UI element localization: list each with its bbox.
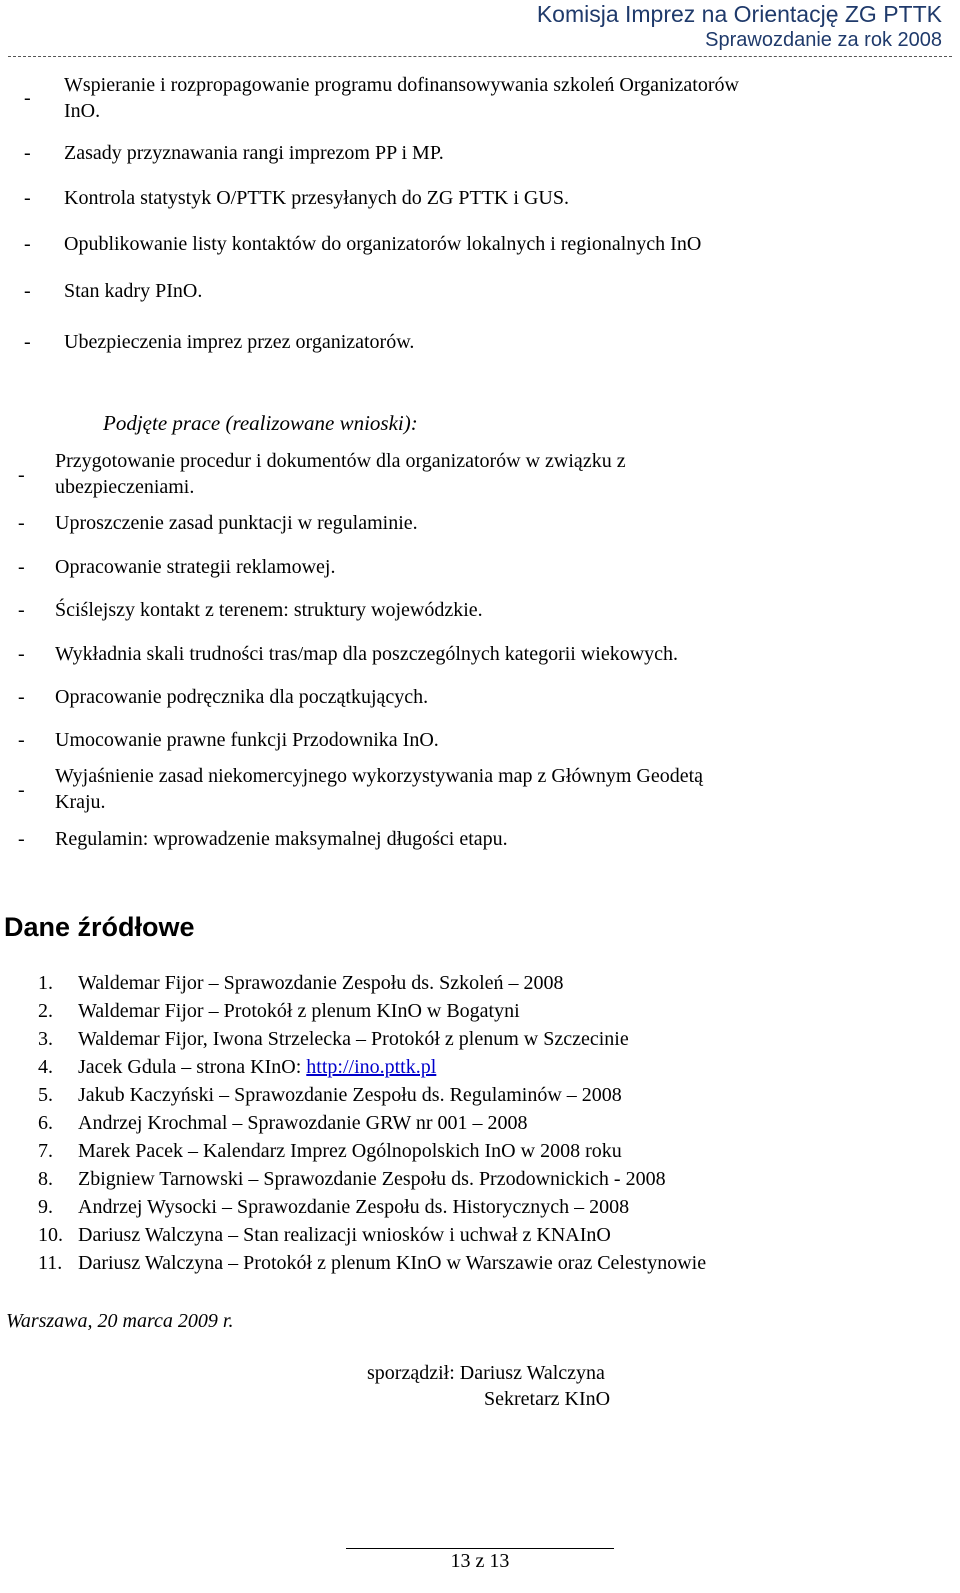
page-number: 13 z 13 [450, 1550, 510, 1572]
source-number: 5. [38, 1084, 53, 1106]
source-number: 4. [38, 1056, 53, 1078]
list-item: Kontrola statystyk O/PTTK przesyłanych do ZG PTTK i GUS. [64, 187, 569, 209]
source-item: Marek Pacek – Kalendarz Imprez Ogólnopolskich InO w 2008 roku [78, 1140, 622, 1162]
source-item: Waldemar Fijor, Iwona Strzelecka – Protokół z plenum w Szczecinie [78, 1028, 629, 1050]
list-item: Opracowanie strategii reklamowej. [55, 556, 336, 578]
source-number: 9. [38, 1196, 53, 1218]
source-item-text: Jacek Gdula – strona KInO: [78, 1056, 307, 1078]
list-bullet: - [24, 280, 31, 302]
source-number: 1. [38, 972, 53, 994]
source-number: 6. [38, 1112, 53, 1134]
source-item: Dariusz Walczyna – Stan realizacji wniosków i uchwał z KNAInO [78, 1224, 611, 1246]
kino-website-link[interactable]: http://ino.pttk.pl [306, 1056, 437, 1078]
list-bullet: - [18, 729, 25, 751]
list-bullet: - [24, 331, 31, 353]
list-item: Opublikowanie listy kontaktów do organizatorów lokalnych i regionalnych InO [64, 233, 702, 255]
list-bullet: - [24, 187, 31, 209]
list-item: Zasady przyznawania rangi imprezom PP i MP. [64, 142, 444, 164]
source-number: 11. [38, 1252, 63, 1274]
signer-name: sporządził: Dariusz Walczyna [367, 1362, 605, 1384]
list-item: Umocowanie prawne funkcji Przodownika InO. [55, 729, 439, 751]
source-item: Andrzej Wysocki – Sprawozdanie Zespołu ds. Historycznych – 2008 [78, 1196, 630, 1218]
list-item: Ubezpieczenia imprez przez organizatorów. [64, 331, 415, 353]
list-item: Ściślejszy kontakt z terenem: struktury wojewódzkie. [55, 599, 483, 621]
source-item: Waldemar Fijor – Sprawozdanie Zespołu ds. Szkoleń – 2008 [78, 972, 564, 994]
source-number: 3. [38, 1028, 53, 1050]
list-bullet: - [18, 686, 25, 708]
list-item: Wspieranie i rozpropagowanie programu dofinansowywania szkoleń Organizatorów [64, 74, 739, 96]
list-item: Opracowanie podręcznika dla początkujących. [55, 686, 429, 708]
header-title: Komisja Imprez na Orientację ZG PTTK [536, 1, 942, 27]
header-divider [8, 56, 952, 57]
list-bullet: - [18, 556, 25, 578]
source-item: Waldemar Fijor – Protokół z plenum KInO w Bogatyni [78, 1000, 520, 1022]
source-number: 10. [38, 1224, 63, 1246]
list-item: Wykładnia skali trudności tras/map dla poszczególnych kategorii wiekowych. [55, 643, 679, 665]
list-bullet: - [24, 233, 31, 255]
sources-heading: Dane źródłowe [4, 912, 195, 942]
source-number: 2. [38, 1000, 53, 1022]
list-item-continuation: InO. [64, 100, 101, 122]
place-and-date: Warszawa, 20 marca 2009 r. [6, 1310, 234, 1332]
list-bullet: - [18, 828, 25, 850]
list-item-continuation: Kraju. [55, 791, 106, 813]
list-bullet: - [18, 643, 25, 665]
list-bullet: - [18, 512, 25, 534]
list-item: Wyjaśnienie zasad niekomercyjnego wykorzystywania map z Głównym Geodetą [55, 765, 704, 787]
list-bullet: - [18, 599, 25, 621]
source-item: Dariusz Walczyna – Protokół z plenum KInO w Warszawie oraz Celestynowie [78, 1252, 707, 1274]
section-subheading: Podjęte prace (realizowane wnioski): [103, 411, 418, 435]
signer-title: Sekretarz KInO [484, 1388, 611, 1410]
source-item: Andrzej Krochmal – Sprawozdanie GRW nr 001 – 2008 [78, 1112, 528, 1134]
list-bullet: - [18, 779, 25, 801]
source-number: 8. [38, 1168, 53, 1190]
header-subtitle: Sprawozdanie za rok 2008 [705, 29, 942, 51]
list-item-continuation: ubezpieczeniami. [55, 476, 195, 498]
list-item: Regulamin: wprowadzenie maksymalnej długości etapu. [55, 828, 508, 850]
source-item: Jakub Kaczyński – Sprawozdanie Zespołu ds. Regulaminów – 2008 [78, 1084, 622, 1106]
page-header [537, 0, 942, 52]
source-item: Zbigniew Tarnowski – Sprawozdanie Zespołu ds. Przodownickich - 2008 [78, 1168, 666, 1190]
list-bullet: - [24, 142, 31, 164]
list-item: Uproszczenie zasad punktacji w regulaminie. [55, 512, 418, 534]
list-bullet: - [18, 464, 25, 486]
source-number: 7. [38, 1140, 53, 1162]
list-bullet: - [24, 87, 31, 109]
list-item: Stan kadry PInO. [64, 280, 203, 302]
source-item [78, 1054, 436, 1080]
list-item: Przygotowanie procedur i dokumentów dla organizatorów w związku z [55, 450, 626, 472]
